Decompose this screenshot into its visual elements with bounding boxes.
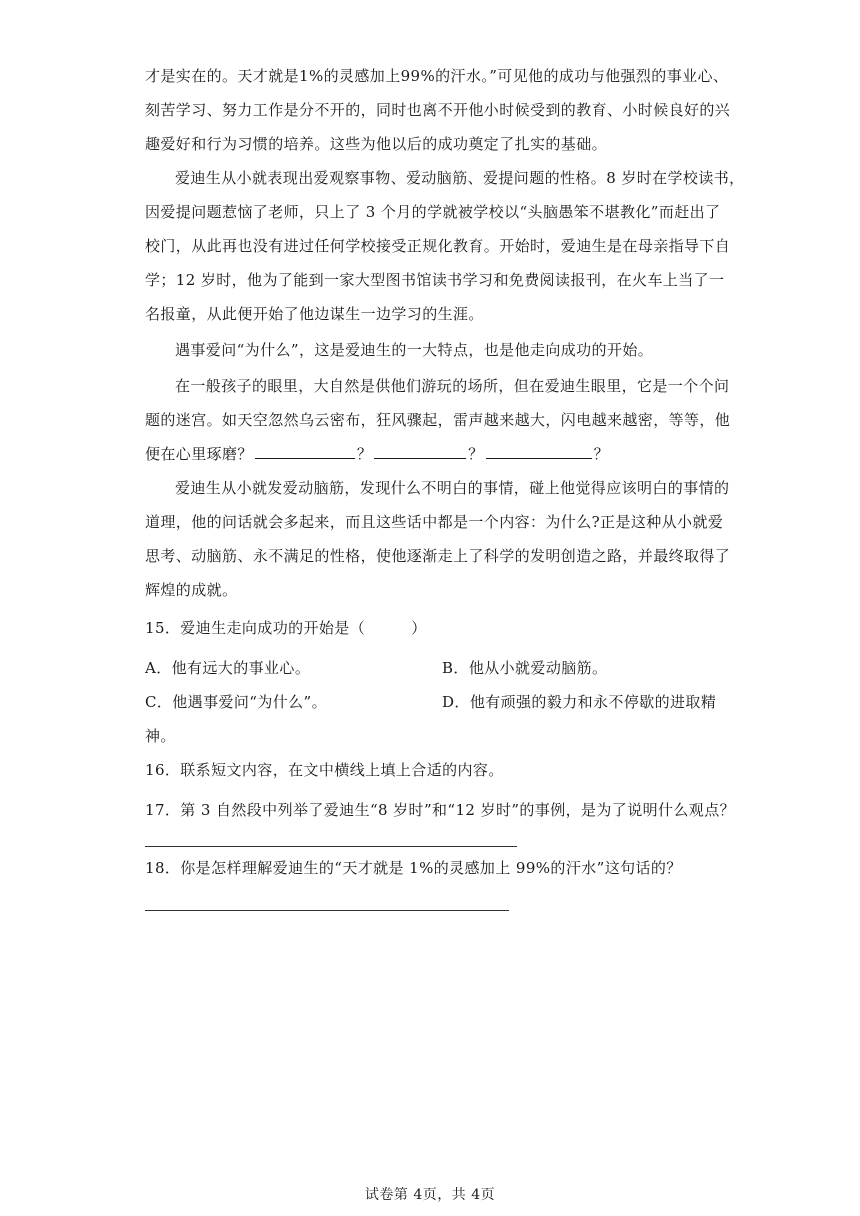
passage-line: 学；12 岁时，他为了能到一家大型图书馆读书学习和免费阅读报刊，在火车上当了一	[145, 271, 725, 289]
passage-text: 便在心里琢磨？	[145, 445, 253, 463]
q15-option-d[interactable]: D．他有顽强的毅力和永不停歇的进取精	[442, 693, 717, 711]
passage-line: 校门，从此再也没有进过任何学校接受正规化教育。开始时，爱迪生是在母亲指导下自	[145, 237, 731, 255]
page-footer: 试卷第 4页，共 4页	[364, 1187, 496, 1203]
passage-line: 才是实在的。天才就是1%的灵感加上99%的汗水。”可见他的成功与他强烈的事业心、	[145, 67, 729, 85]
passage-line: 趣爱好和行为习惯的培养。这些为他以后的成功奠定了扎实的基础。	[145, 135, 608, 153]
q15-option-d-wrap: 神。	[145, 727, 176, 745]
passage-line: 刻苦学习、努力工作是分不开的，同时也离不开他小时候受到的教育、小时候良好的兴	[145, 101, 731, 119]
passage-line: 爱迪生从小就表现出爱观察事物、爱动脑筋、爱提问题的性格。8 岁时在学校读书，	[175, 169, 745, 187]
fill-blank-1[interactable]	[255, 444, 355, 459]
passage-line: 因爱提问题惹恼了老师，只上了 3 个月的学就被学校以“头脑愚笨不堪教化”而赶出了	[145, 203, 721, 221]
question-17-stem: 17．第 3 自然段中列举了爱迪生“8 岁时”和“12 岁时”的事例，是为了说明什么观点？	[145, 801, 736, 819]
passage-line: 道理，他的问话就会多起来，而且这些话中都是一个内容：为什么?正是这种从小就爱	[145, 513, 724, 531]
passage-line: 名报童，从此便开始了他边谋生一边学习的生涯。	[145, 305, 484, 323]
blank-question-mark: ？	[468, 445, 484, 463]
question-16-stem: 16．联系短文内容，在文中横线上填上合适的内容。	[145, 761, 504, 779]
answer-line-17[interactable]	[145, 846, 517, 847]
passage-line-with-blanks	[145, 444, 720, 464]
passage-line: 思考、动脑筋、永不满足的性格，使他逐渐走上了科学的发明创造之路，并最终取得了	[145, 547, 731, 565]
q15-option-b[interactable]: B．他从小就爱动脑筋。	[442, 659, 608, 677]
question-18-stem: 18．你是怎样理解爱迪生的“天才就是 1%的灵感加上 99%的汗水”这句话的？	[145, 859, 682, 877]
fill-blank-2[interactable]	[374, 444, 466, 459]
blank-question-mark: ？	[356, 445, 373, 463]
blank-question-mark: ？	[593, 445, 610, 463]
passage-line: 在一般孩子的眼里，大自然是供他们游玩的场所，但在爱迪生眼里，它是一个个问	[175, 377, 730, 395]
passage-line: 辉煌的成就。	[145, 581, 238, 599]
passage-line: 爱迪生从小就发爱动脑筋，发现什么不明白的事情，碰上他觉得应该明白的事情的	[175, 479, 730, 497]
q15-option-c[interactable]: C．他遇事爱问“为什么”。	[145, 693, 328, 711]
passage-line: 遇事爱问“为什么”，这是爱迪生的一大特点，也是他走向成功的开始。	[175, 341, 654, 359]
q15-option-a[interactable]: A．他有远大的事业心。	[145, 659, 311, 677]
passage-line: 题的迷宫。如天空忽然乌云密布，狂风骤起，雷声越来越大，闪电越来越密，等等，他	[145, 411, 731, 429]
answer-line-18[interactable]	[145, 910, 509, 911]
fill-blank-3[interactable]	[486, 444, 592, 459]
question-15-stem: 15．爱迪生走向成功的开始是（ ）	[145, 619, 427, 637]
